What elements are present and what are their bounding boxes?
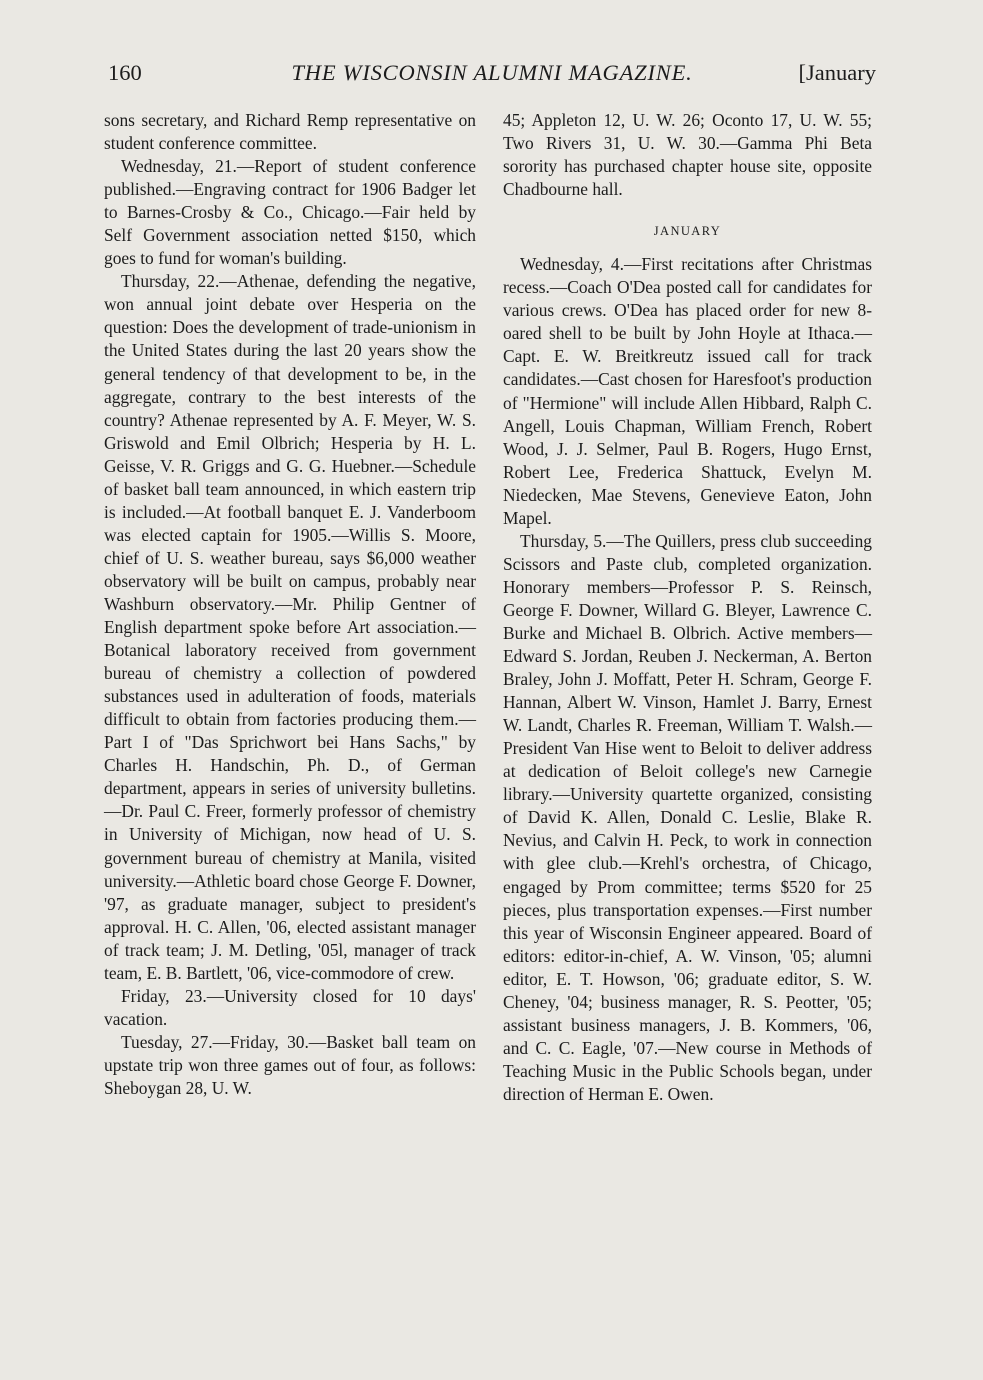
magazine-title: THE WISCONSIN ALUMNI MAGAZINE.	[291, 60, 693, 85]
paragraph: Wednesday, 21.—Report of student conference published.—Engraving contract for 1906 Badger let to Barnes-Crosby & Co., Chicago.—Fair held by Self Government association netted $150, which goes to fund for woman's building.	[104, 156, 476, 269]
paragraph: Thursday, 22.—Athenae, defending the negative, won annual joint debate over Hesperia on the question: Does the development of trade-unionism in the United States during the last 20 years show the general tendency of that development to be, in the aggregate, contrary to the best interests of the country? Athenae represented by A. F. Meyer, W. S. Griswold and Emil Olbrich; Hesperia by H. L. Geisse, V. R. Griggs and G. G. Huebner.—Schedule of basket ball team announced, in which eastern trip is included.—At football banquet E. J. Vanderboom was elected captain for 1905.—Willis S. Moore, chief of U. S. weather bureau, says $6,000 weather observatory will be built on campus, probably near Washburn observatory.—Mr. Philip Gentner of English department spoke before Art association.—Botanical laboratory received from government bureau of chemistry a collection of powdered substances used in adulteration of foods, materials difficult to obtain from factories producing them.—Part I of "Das Sprichwort bei Hans Sachs," by Charles H. Handschin, Ph. D., of German department, appears in series of university bulletins.—Dr. Paul C. Freer, formerly professor of chemistry in University of Michigan, now head of U. S. government bureau of chemistry at Manila, visited university.—Athletic board chose George F. Downer, '97, as graduate manager, subject to president's approval. H. C. Allen, '06, elected assistant manager of track team; J. M. Detling, '05l, manager of track team, E. B. Bartlett, '06, vice-commodore of crew.	[104, 271, 476, 983]
paragraph: sons secretary, and Richard Remp representative on student conference committee.	[104, 110, 476, 154]
issue-month: [January	[798, 60, 876, 85]
paragraph: Thursday, 5.—The Quillers, press club succeeding Scissors and Paste club, completed organization. Honorary members—Professor P. S. Reinsch, George F. Downer, Willard G. Bleyer, Lawrence C. Burke and Michael B. Olbrich. Active members—Edward S. Jordan, Reuben J. Neckerman, A. Berton Braley, John J. Moffatt, Peter H. Schram, George F. Hannan, Albert W. Vinson, Hamlet J. Barry, Ernest W. Landt, Charles R. Freeman, William T. Walsh.—President Van Hise went to Beloit to deliver address at dedication of Beloit college's new Carnegie library.—University quartette organized, consisting of David K. Allen, Donald C. Leslie, Blake R. Nevius, and Calvin H. Peck, to work in connection with glee club.—Krehl's orchestra, of Chicago, engaged by Prom committee; terms $520 for 25 pieces, plus transportation expenses.—First number this year of Wisconsin Engineer appeared. Board of editors: editor-in-chief, A. W. Vinson, '05; alumni editor, E. T. Howson, '06; graduate editor, S. W. Cheney, '04; business manager, R. S. Peotter, '05; assistant business managers, J. B. Kommers, '06, and C. C. Eagle, '07.—New course in Methods of Teaching Music in the Public Schools began, under direction of Herman E. Owen.	[503, 530, 872, 1104]
paragraph: Friday, 23.—University closed for 10 days' vacation.	[104, 985, 476, 1029]
section-heading: JANUARY	[653, 224, 722, 239]
paragraph: Wednesday, 4.—First recitations after Christmas recess.—Coach O'Dea posted call for candidates for various crews. O'Dea has placed order for new 8-oared shell to be built by John Hoyle at Ithaca.—Capt. E. W. Breitkreutz issued call for track candidates.—Cast chosen for Haresfoot's production of "Hermione" will include Allen Hibbard, Ralph C. Angell, Louis Chapman, William French, Robert Wood, J. J. Selmer, Paul B. Rogers, Hugo Ernst, Robert Lee, Frederica Shattuck, Evelyn M. Niedecken, Mae Stevens, Genevieve Eaton, John Mapel.	[503, 254, 872, 528]
running-head	[108, 60, 876, 90]
left-column	[104, 109, 476, 1100]
right-column	[503, 109, 872, 1106]
page-number: 160	[108, 60, 142, 85]
paragraph: Tuesday, 27.—Friday, 30.—Basket ball team on upstate trip won three games out of four, as follows: Sheboygan 28, U. W.	[104, 1031, 476, 1098]
paragraph: 45; Appleton 12, U. W. 26; Oconto 17, U. W. 55; Two Rivers 31, U. W. 30.—Gamma Phi Beta sorority has purchased chapter house site, opposite Chadbourne hall.	[503, 110, 872, 200]
